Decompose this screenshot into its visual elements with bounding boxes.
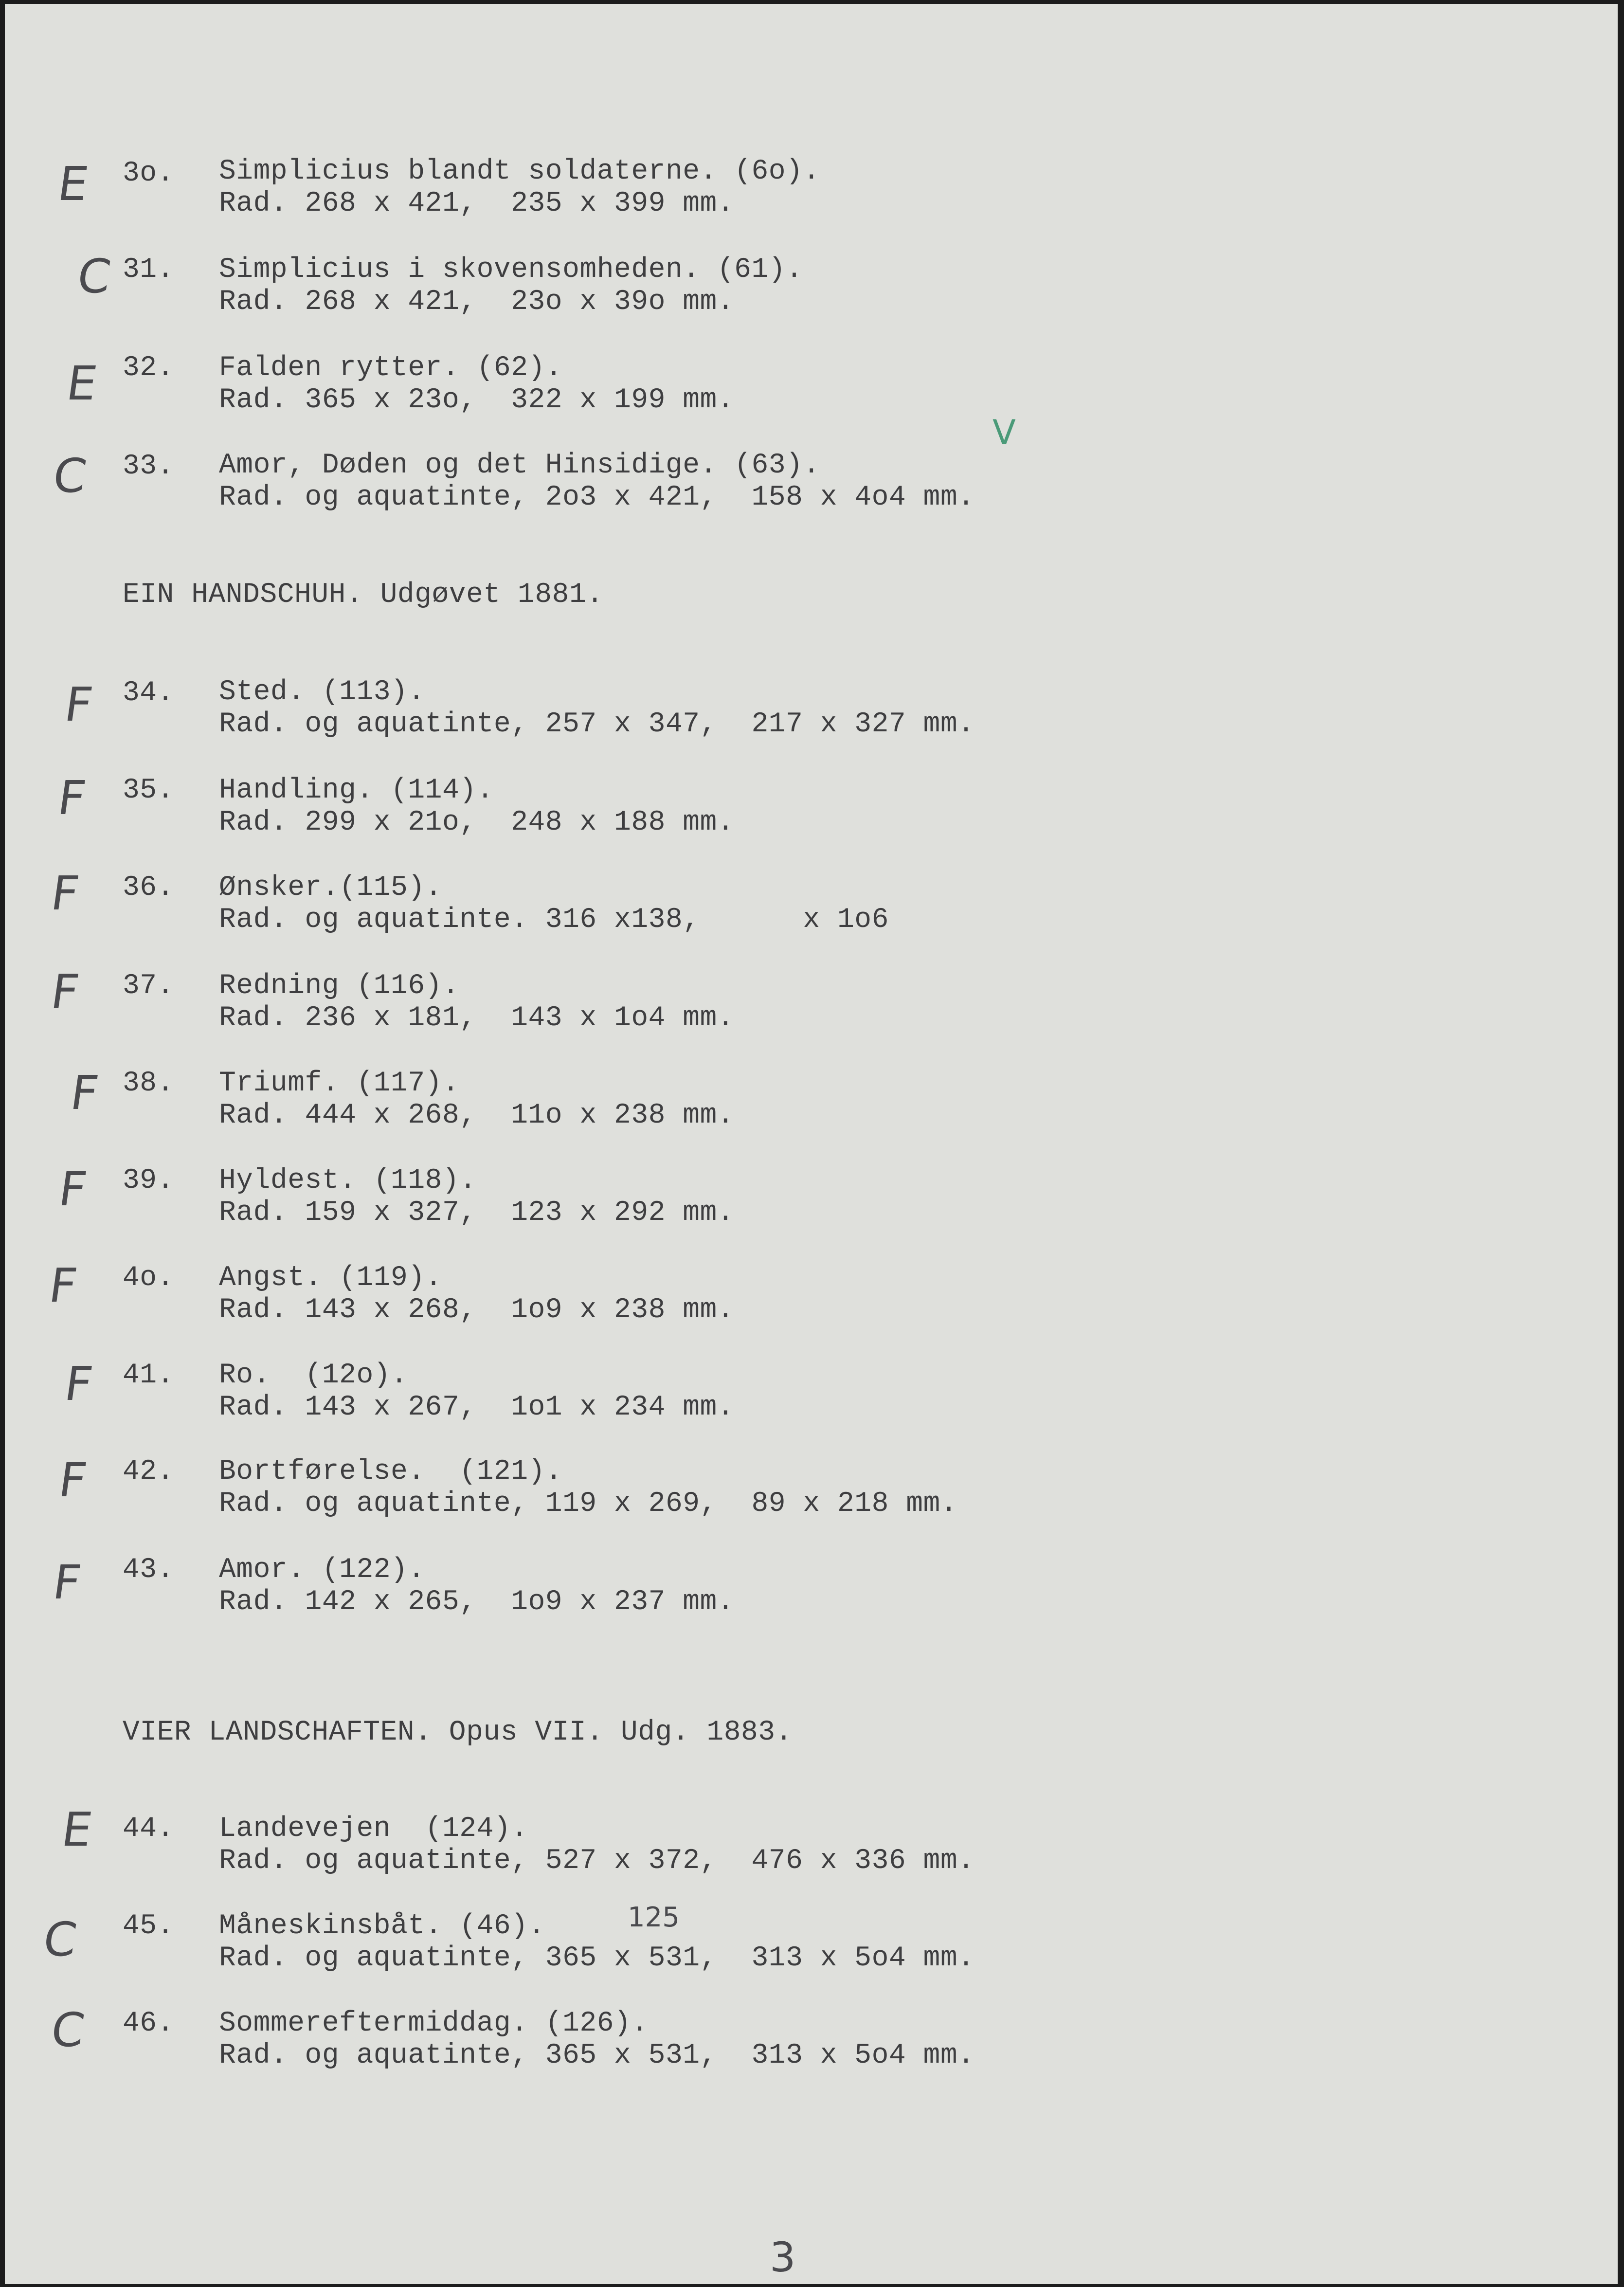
entry-dimensions: Rad. 143 x 267, 1o1 x 234 mm.	[219, 1392, 735, 1423]
grade-mark: F	[67, 1066, 102, 1120]
entry-number: 44.	[123, 1813, 174, 1845]
entry-title: Ønsker.(115).	[219, 872, 442, 904]
handwritten-note: 125	[628, 1902, 680, 1933]
entry-dimensions: Rad. 299 x 21o, 248 x 188 mm.	[219, 807, 735, 838]
grade-mark: F	[48, 964, 83, 1019]
entry-dimensions: Rad. og aquatinte. 316 x138, x 1o6	[219, 904, 889, 936]
entry-title: Triumf. (117).	[219, 1068, 460, 1099]
entry-dimensions: Rad. og aquatinte, 527 x 372, 476 x 336 mm.	[219, 1845, 975, 1877]
entry-dimensions: Rad. og aquatinte, 2o3 x 421, 158 x 4o4 mm.	[219, 482, 975, 513]
page-number: 3	[770, 2233, 796, 2281]
entry-number: 46.	[123, 2008, 174, 2039]
entry-dimensions: Rad. 444 x 268, 11o x 238 mm.	[219, 1100, 735, 1131]
entry-number: 39.	[123, 1165, 174, 1197]
grade-mark: F	[55, 1453, 90, 1507]
entry-number: 43.	[123, 1554, 174, 1586]
grade-mark: E	[58, 1802, 96, 1857]
entry-number: 34.	[123, 677, 174, 709]
grade-mark: F	[54, 771, 90, 825]
entry-title: Ro. (12o).	[219, 1360, 408, 1391]
entry-dimensions: Rad. 365 x 23o, 322 x 199 mm.	[219, 384, 735, 416]
check-tick: V	[992, 413, 1016, 453]
grade-mark: E	[54, 157, 92, 211]
entry-dimensions: Rad. 143 x 268, 1o9 x 238 mm.	[219, 1294, 735, 1326]
entry-number: 32.	[123, 352, 174, 384]
grade-mark: F	[46, 1258, 81, 1313]
grade-mark: C	[74, 249, 114, 304]
entry-dimensions: Rad. og aquatinte, 257 x 347, 217 x 327 mm.	[219, 708, 975, 740]
entry-number: 45.	[123, 1910, 174, 1942]
entry-title: Måneskinsbåt. (46).	[219, 1910, 545, 1942]
entry-number: 37.	[123, 970, 174, 1002]
entry-title: Handling. (114).	[219, 775, 494, 806]
entry-title: Hyldest. (118).	[219, 1165, 477, 1197]
grade-mark: F	[55, 1162, 90, 1216]
grade-mark: F	[61, 1357, 96, 1411]
grade-mark: F	[48, 866, 83, 921]
entry-title: Sted. (113).	[219, 676, 425, 708]
entry-title: Angst. (119).	[219, 1262, 442, 1294]
entry-title: Sommereftermiddag. (126).	[219, 2008, 649, 2039]
entry-dimensions: Rad. 268 x 421, 235 x 399 mm.	[219, 188, 735, 219]
entry-number: 41.	[123, 1360, 174, 1391]
grade-mark: F	[50, 1555, 85, 1610]
entry-title: Bortførelse. (121).	[219, 1456, 563, 1488]
entry-dimensions: Rad. og aquatinte, 365 x 531, 313 x 5o4 mm.	[219, 2040, 975, 2071]
entry-title: Falden rytter. (62).	[219, 352, 563, 384]
entry-title: Landevejen (124).	[219, 1813, 528, 1845]
entry-dimensions: Rad. 236 x 181, 143 x 1o4 mm.	[219, 1002, 735, 1034]
entry-number: 35.	[123, 775, 174, 806]
entry-number: 33.	[123, 451, 174, 482]
entry-number: 36.	[123, 872, 174, 904]
entry-title: Amor, Døden og det Hinsidige. (63).	[219, 450, 820, 481]
document-page	[5, 4, 1618, 2284]
entry-title: Amor. (122).	[219, 1554, 425, 1586]
entry-title: Simplicius blandt soldaterne. (6o).	[219, 156, 820, 187]
section-heading: VIER LANDSCHAFTEN. Opus VII. Udg. 1883.	[123, 1717, 793, 1748]
grade-mark: E	[63, 356, 101, 411]
grade-mark: C	[40, 1912, 80, 1967]
grade-mark: C	[48, 2003, 88, 2057]
grade-mark: F	[61, 677, 96, 732]
entry-title: Redning (116).	[219, 970, 460, 1002]
section-heading: EIN HANDSCHUH. Udgøvet 1881.	[123, 579, 604, 611]
entry-dimensions: Rad. og aquatinte, 119 x 269, 89 x 218 mm.	[219, 1488, 958, 1520]
entry-number: 38.	[123, 1068, 174, 1099]
entry-number: 31.	[123, 254, 174, 286]
entry-dimensions: Rad. 268 x 421, 23o x 39o mm.	[219, 286, 735, 318]
entry-dimensions: Rad. og aquatinte, 365 x 531, 313 x 5o4 mm.	[219, 1942, 975, 1974]
entry-dimensions: Rad. 142 x 265, 1o9 x 237 mm.	[219, 1586, 735, 1618]
entry-number: 3o.	[123, 158, 174, 189]
entry-dimensions: Rad. 159 x 327, 123 x 292 mm.	[219, 1197, 735, 1229]
entry-number: 42.	[123, 1456, 174, 1488]
grade-mark: C	[50, 449, 90, 503]
entry-number: 4o.	[123, 1262, 174, 1294]
entry-title: Simplicius i skovensomheden. (61).	[219, 254, 803, 286]
